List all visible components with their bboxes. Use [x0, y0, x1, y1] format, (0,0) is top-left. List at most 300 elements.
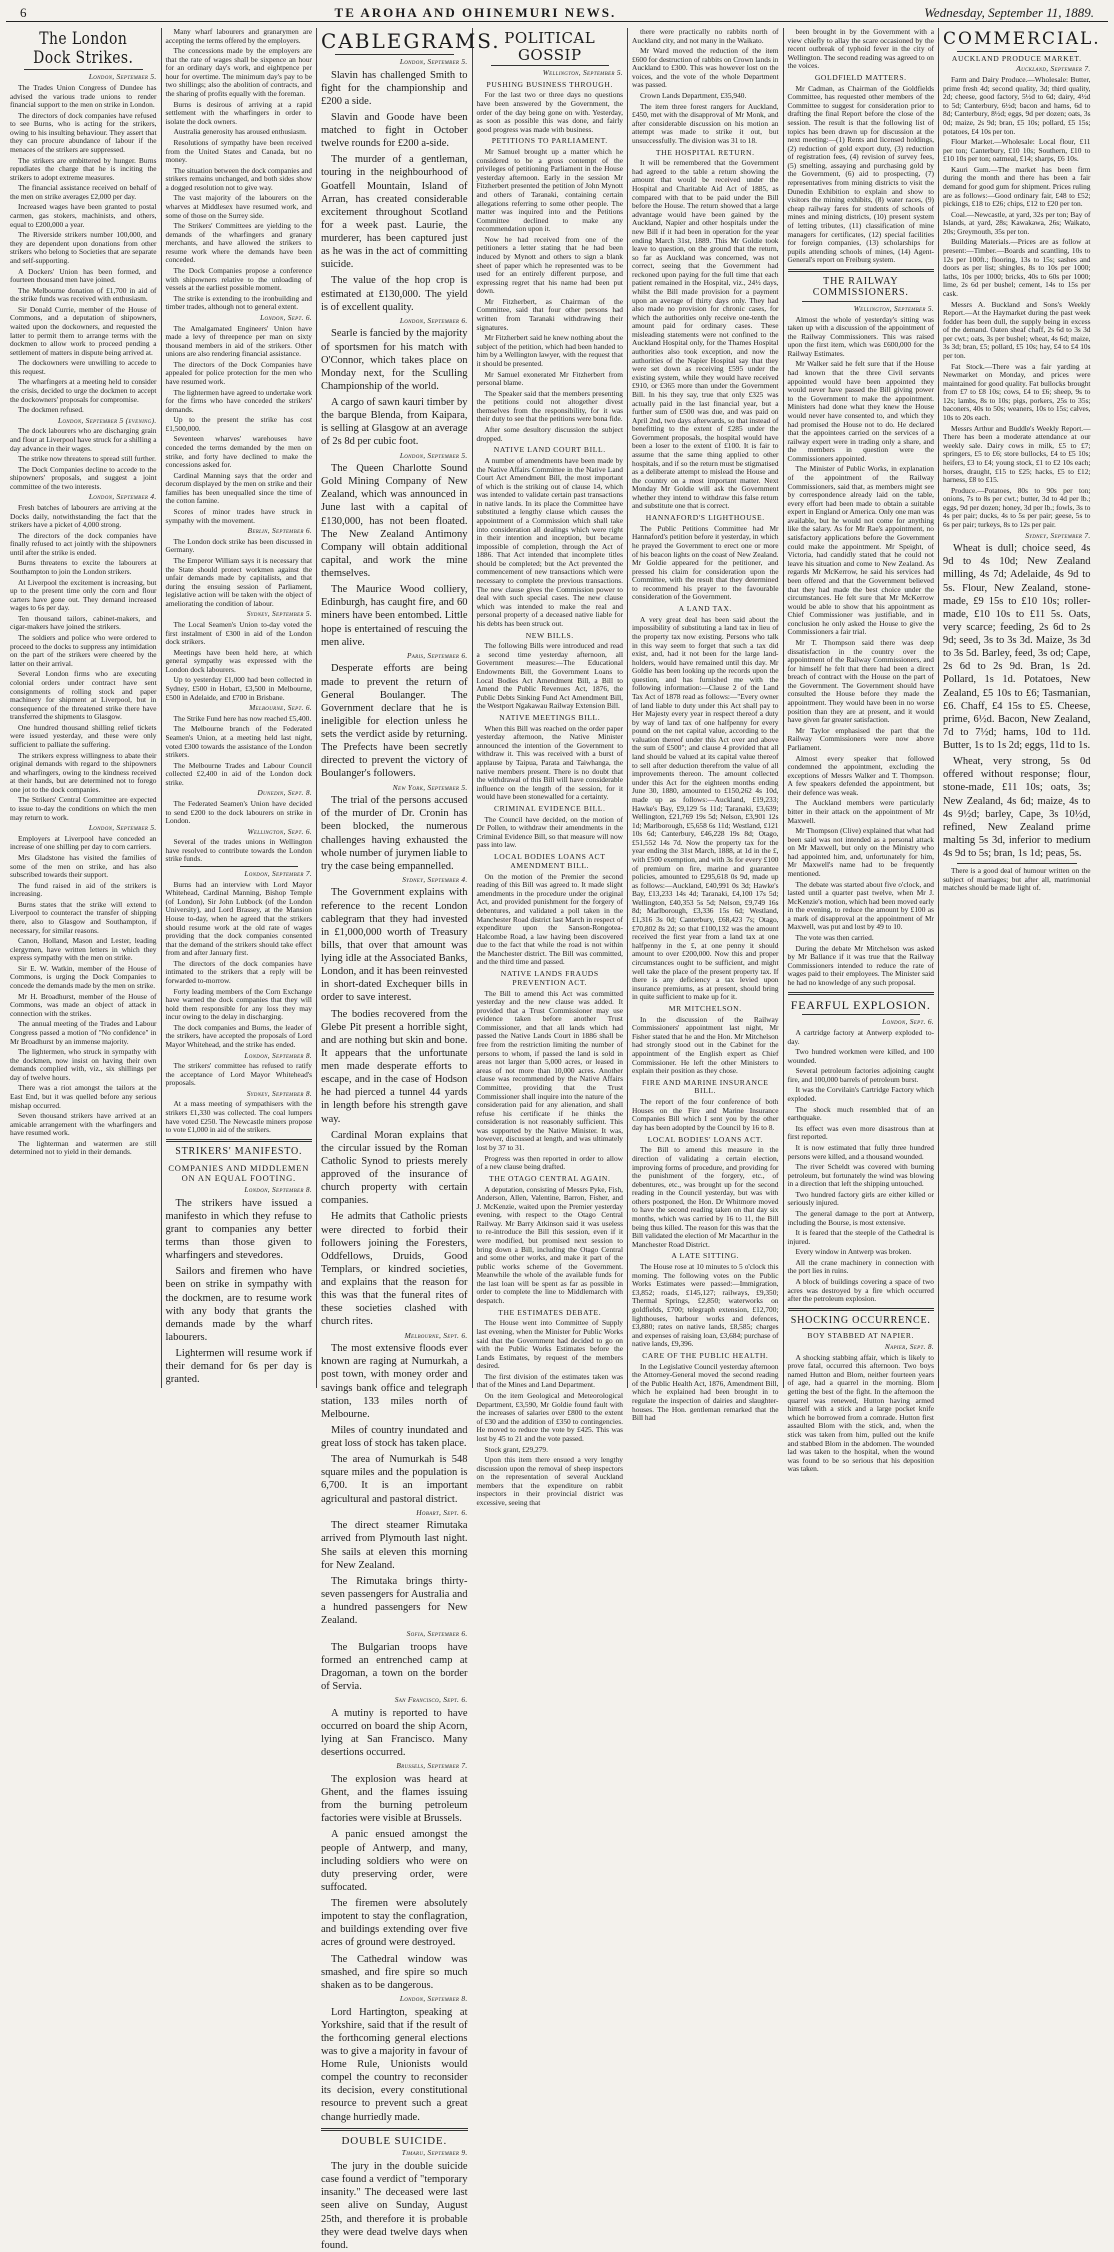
article-body — [166, 325, 313, 526]
paragraph: Wheat is dull; choice seed, 4s 9d to 4s 10d; New Zealand milling, 4s 7d; Adelaide, 4s 9d to 5s. Flour, New Zealand, stone-made, £9 15s to £10 10s; roller-made, £10 10s to £11 5s. Oats, very scarce; feeding, 2s 6d to 2s 9d; seed, 3s to 3s 3d. Maize, 3s 3d to 3s 5d. Barley, feed, 3s od; Cape, 2s 6d to 2s 9d. Bran, 1s 2d. Pollard, 1s 1d. Potatoes, New Zealand, £5 10s to £6; Tasmanian, £6. Chaff, £4 15s to £5. Cheese, prime, 6½d. Bacon, New Zealand, 7d to 7½d; hams, 10d to 11d. Butter, 1s to 1s 2d; eggs, 11d to 1s. — [943, 543, 1091, 751]
paragraph: The value of the hop crop is estimated at £130,000. The yield is of excellent quality. — [321, 275, 468, 313]
paragraph: The Dock Companies decline to accede to the shipowners' proposals, and suggest a joint committee of the two interests. — [10, 464, 157, 491]
article-body — [477, 1186, 624, 1306]
article-body — [477, 457, 624, 629]
paragraph: The Amalgamated Engineers' Union have made a levy of threepence per man on sixty thousand members in aid of the strikers. Other unions are also rendering financial assistance. — [165, 323, 312, 359]
dateline: New York, September 5. — [392, 782, 468, 792]
article-body — [477, 816, 624, 850]
divider — [180, 866, 299, 867]
columns — [6, 27, 1108, 2251]
paragraph: Mr T. Thompson said there was deep dissatisfaction in the country over the appointment of the Railway Commissioners, and for himself he felt that there had been a direct breach of contract with the House on the part of the Government. The Government should have consulted the House before they made the appointment. They would have been in no worse position than they are at present, and it would have given far greater satisfaction. — [787, 637, 934, 725]
paragraph: The Bill to amend this measure in the direction of validating a certain election, improving forms of procedure, and providing for the punishment of the forgery, etc., of debentures, etc., was brought up for the second reading in the Council yesterday, but was with others postponed, the Hon. Dr Whitmore moved to have the second reading taken on that day six months, which was carried by 16 to 11, the Bill being thus killed. The reason for this was that the Bill validated the election of Mr Macarthur in the Manchester Road District. — [632, 1145, 779, 1249]
article-body — [321, 462, 468, 649]
paragraph: The dockmen refused. — [18, 405, 84, 415]
divider — [335, 54, 454, 55]
article-body — [788, 1029, 935, 1304]
article-body — [321, 2006, 468, 2124]
paragraph: In the discussion of the Railway Commissioners' appointment last night, Mr Fisher stated that he and the Hon. Mr Mitchelson had strongly stood out in the Cabinet for the appointment of the English expert as Chief Commissioner. He left the other Ministers to explain their position as they chose. — [632, 1014, 779, 1076]
article-body — [166, 28, 313, 312]
paragraph: During the debate Mr Mitchelson was asked by Mr Ballance if it was true that the Railway Commissioners intended to reduce the rate of wages paid to their employees. The Minister said he had no knowledge of any such proposal. — [787, 943, 934, 987]
paragraph: Now he had received from one of the petitioners a letter stating that he had been induced by Mynott and others to sign a blank sheet of paper which he represented was to be used for an entirely different purpose, and expressing regret that his name had been put down. — [476, 234, 623, 296]
paragraph: Forty leading members of the Corn Exchange have warned the dock companies that they will hold them responsible for any loss they may incur owing to the delay in discharging. — [165, 986, 312, 1022]
paragraph: The Maurice Wood colliery, Edinburgh, has caught fire, and 60 miners have been entombed. Little hope is entertained of rescuing the men alive. — [321, 584, 468, 648]
paragraph: The direct steamer Rimutaka arrived from Plymouth last night. She sails at eleven this morning for New Zealand. — [321, 1520, 468, 1571]
subheading: A LAND TAX. — [678, 604, 732, 614]
dateline: London, September 8. — [244, 1050, 312, 1060]
paragraph: Burns had an interview with Lord Mayor Whitehead, Cardinal Manning, Bishop Temple (of London), Sir John Lubbock (of the London University), and Lord Brassey, at the Mansion House to-day, when he agreed that the strikers should resume work at the old rate of wages providing that the dock companies consented that the demand of the strikers should take effect from and after January first. — [165, 879, 312, 958]
dateline: Brussels, September 7. — [396, 1761, 468, 1771]
paragraph: Almost every speaker that followed condemned the appointment, excluding the exceptions of Messrs Walker and T. Thompson. A few speakers defended the appointment, but their defence was weak. — [787, 753, 934, 797]
paragraph: Canon, Holland, Mason and Lester, leading clergymen, have written letters in which they express sympathy with the men on strike. — [10, 936, 157, 963]
subheading: NATIVE MEETINGS BILL. — [499, 712, 601, 722]
article-body — [321, 662, 468, 780]
dateline: London, September 7. — [244, 869, 312, 879]
paragraph: Several London firms who are executing colonial orders under contract have sent consignments of rolling stock and paper machinery for shipment at Liverpool, but in consequence of the threatened strike there have transferred the shipments to Glasgow. — [10, 669, 157, 722]
article-body — [943, 76, 1091, 298]
paragraph: A shocking stabbing affair, which is likely to prove fatal, occurred this afternoon. Two boys named Hutton and Blom, neither fourteen years of age, had a quarrel in the morning. Blom getting the best of the fight. In the afternoon the quarrel was renewed, Hutton having armed himself with a stick and a large pocket knife which he borrowed from a comrade. Hutton first assaulted Blom with the stick, and, when the stick was taken from him, pulled out the knife and stabbed Blom in the abdomen. The wounded lad was taken to the hospital, when the wound was found to be so serious that his deposition was taken. — [787, 1352, 934, 1474]
paragraph: Produce.—Potatoes, 80s to 90s per ton; onions, 7s to 8s per cwt.; butter, 3d to 4d per lb.; eggs, 9d per dozen; honey, 3d per lb.; fowls, 3s to 4s per pair; ducks, 4s to 5s per pair; geese, 5s to 6s per pair; turkeys, 8s to 12s per pair. — [943, 485, 1091, 529]
paragraph: The directors of dock companies have refused to see Burns, who is acting for the strikers, owing to his insulting behaviour. They assert that they can procure abundance of labour if the menaces of the strikers are suppressed. — [10, 110, 157, 154]
divider — [788, 1308, 935, 1311]
paragraph: The debate was started about five o'clock, and lasted until a quarter past twelve, when Mr J. McKenzie's motion, which had been moved early in the evening, to reduce the amount by £100 as a mark of disapproval at the appointment of Mr Maxwell, was put and lost by 49 to 10. — [787, 879, 934, 932]
paragraph: The item three forest rangers for Auckland, £450, met with the disapproval of Mr Monk, and after considerable discussion on his motion an attempt was made to strike it out, but unsuccessfully. The division was 31 to 18. — [632, 101, 779, 145]
headline-commercial: COMMERCIAL. — [943, 29, 1101, 49]
paragraph: The fund raised in aid of the strikers is increasing. — [10, 880, 157, 899]
dateline: London, September 5. — [88, 72, 157, 82]
column-4 — [473, 28, 629, 1507]
paragraph: After some desultory discussion the subject dropped. — [476, 424, 623, 443]
article-body — [321, 794, 468, 873]
paragraph: Messrs A. Buckland and Sons's Weekly Report.—At the Haymarket during the past week fodder has been dull, the supply being in excess of the demand. Oaten sheaf chaff, 2s 6d to 3s 3d per cwt.; oats, 3s per bushel; wheat, 4s 6d; maize, 3s 3d; bran, £5; pollard, £5 10s; hay, £4 to £4 10s per ton. — [943, 299, 1091, 360]
paper-name: TE AROHA AND OHINEMURI NEWS. — [334, 5, 617, 20]
dateline: London, September 5 (evening). — [57, 415, 157, 425]
article-body — [477, 873, 624, 967]
paragraph: Stock grant, £29,279. — [484, 1444, 548, 1454]
paragraph: The annual meeting of the Trades and Labour Congress passed a motion of "No confidence" in Mr Broadhurst by an immense majority. — [10, 1019, 157, 1046]
article-body — [477, 990, 624, 1172]
paragraph: Cardinal Moran explains that the circular issued by the Roman Catholic Synod to priests merely approved of the insurance of church property with certain companies. — [321, 1129, 468, 1207]
paragraph: Upon this item there ensued a very lengthy discussion upon the removal of sheep inspectors on the representation of several Auckland members that the expenditure on rabbit inspectors in their provincial district was excessive, seeing that — [476, 1455, 623, 1507]
paragraph: The Minister of Public Works, in explanation of the appointment of the Railway Commissioners, said that, as members might see by correspondence already laid on the table, every effort had been made to obtain a suitable expert in England or America. Only one man was available, but he would not come for anything like the salary. As for Mr Rae's appointment, no satisfactory applications before the Government could make the appointment. Mr Speight, of Victoria, had candidly stated that he could not leave his situation and come to New Zealand. As regards Mr McKerrow, he said his services had been offered and that the Government believed that they had made the best choice under the circumstances. He felt sure that Mr McKerrow would be able to show that his appointment as Chief Commissioner was justifiable, and in conclusion he only asked the House to give the Commissioners a fair trial. — [787, 464, 934, 637]
paragraph: The situation between the dock companies and strikers remains unchanged, and both sides show a dogged resolution not to give way. — [165, 165, 312, 192]
paragraph: The Council have decided, on the motion of Dr Pollen, to withdraw their amendments in the Criminal Evidence Bill, so that measure will now pass into law. — [476, 814, 623, 850]
paragraph: Several petroleum factories adjoining caught fire, and 100,000 barrels of petroleum burst. — [787, 1066, 934, 1084]
dateline: Sydney, September 7. — [1025, 530, 1091, 540]
paragraph: The Federated Seamen's Union have decided to send £200 to the dock labourers on strike in London. — [165, 798, 312, 826]
subheading: LOCAL BODIES LOANS ACT AMENDMENT BILL. — [494, 852, 606, 870]
section-subheading: COMPANIES AND MIDDLEMEN ON AN EQUAL FOOTING. — [168, 1163, 310, 1184]
paragraph: It was the Corvilain's Cartridge Factory which exploded. — [787, 1085, 934, 1104]
dateline: Auckland, September 7. — [1016, 64, 1091, 74]
headline-political-gossip: POLITICAL GOSSIP — [504, 29, 596, 64]
subheading: PUSHING BUSINESS THROUGH. — [486, 79, 613, 89]
paragraph: Wheat, very strong, 5s 0d offered without response; flour, stone-made, £11 10s; oats, 3s; New Zealand, 4s 6d; maize, 4s to 4s 9½d; barley, Cape, 3s 10½d, refined, New Zealand prime malting 5s 3d, inferior to medium 4s 9d to 5s; bran, 1s 1d; peas, 5s. — [943, 756, 1091, 859]
divider — [788, 992, 935, 995]
divider — [321, 2128, 468, 2131]
paragraph: A panic ensued amongst the people of Antwerp, and many, including soldiers who were on duty preserving order, were suffocated. — [321, 1829, 468, 1893]
paragraph: The strikers' committee has refused to ratify the acceptance of Lord Mayor Whitehead's proposals. — [165, 1061, 312, 1088]
article-body — [321, 69, 468, 314]
paragraph: The financial assistance received on behalf of the men on strike averages £2,000 per day. — [10, 183, 157, 201]
article-body — [166, 1062, 313, 1088]
section-heading: FEARFUL EXPLOSION. — [790, 997, 931, 1012]
column-2 — [162, 28, 318, 1388]
masthead — [6, 0, 1108, 22]
column-5 — [628, 27, 784, 1423]
paragraph: A cartridge factory at Antwerp exploded to-day. — [787, 1028, 934, 1046]
article-body — [632, 28, 779, 146]
paragraph: The strikers express willingness to abate their original demands with regard to the shipowners and wharfingers, owing to the kindness received at their hands, but are determined not to forego one jot to the dock companies. — [10, 750, 157, 794]
paragraph: Mr H. Broadhurst, member of the House of Commons, was made an object of attack in connection with the strikes. — [10, 991, 157, 1018]
paragraph: The Government explains with reference to the recent London cablegram that they had invested in £1,000,000 worth of Treasury bills, that over that amount was lying idle at the Associated Banks, London, and it has been reinvested in short-dated Exchequer bills in order to save interest. — [321, 887, 468, 1004]
paragraph: Building Materials.—Prices are as follow at present:—Timber.—Boards and scantling, 10s to 12s per 100ft.; flooring, 13s to 15s; sashes and doors as per list; shingles, 8s to 10s per 1000; laths, 10s per 1000; bricks, 40s to 60s per 1000; lime, 2s 6d per bushel; cement, 14s to 15s per cask. — [943, 237, 1091, 298]
article-body — [477, 642, 624, 711]
section-heading: SHOCKING OCCURRENCE. — [790, 1314, 931, 1326]
paragraph: Burns is desirous of arriving at a rapid settlement with the wharfingers in order to isolate the dock owners. — [165, 99, 312, 126]
article-body — [166, 538, 313, 609]
subheading: BOY STABBED AT NAPIER. — [807, 1331, 915, 1341]
subheading: MR MITCHELSON. — [668, 1003, 742, 1013]
paragraph: Mr Ward moved the reduction of the item £600 for destruction of rabbits on Crown lands in Auckland to £300. This was however lost on the voices, and the vote of the whole Department was passed. — [632, 46, 779, 90]
article-body — [788, 85, 935, 265]
divider — [180, 1159, 299, 1160]
paragraph: The strike now threatens to spread still further. — [18, 454, 156, 464]
article-body — [632, 1146, 779, 1249]
dateline: Hobart, Sept. 6. — [416, 1507, 468, 1517]
paragraph: Almost the whole of yesterday's sitting was taken up with a discussion of the appointment of the Railway Commissioners. This was raised upon the first item, which was £600,000 for the Railway Estimates. — [787, 314, 934, 358]
column-7 — [939, 28, 1101, 1388]
paragraph: The Strikers' Committees are yielding to the demands of the wharfingers and granary merchants, and have allowed the strikers to resume work where the demands have been conceded. — [165, 221, 312, 265]
paragraph: There was a riot amongst the tailors at the East End, but it was quelled before any serious mishap occurred. — [10, 1083, 157, 1110]
subheading: PETITIONS TO PARLIAMENT. — [491, 136, 608, 146]
article-body — [632, 1098, 779, 1132]
paragraph: The explosion was heard at Ghent, and the flames issuing from the burning petroleum factories were visible at Brussels. — [321, 1773, 468, 1825]
paragraph: The Auckland members were particularly bitter in their attack on the appointment of Mr Maxwell. — [787, 798, 934, 825]
paragraph: The trial of the persons accused of the murder of Dr. Cronin has been blocked, the numerous challenges having exhausted the whole number of jurymen liable to try the case being empannelled. — [321, 795, 468, 872]
paragraph: The Trades Union Congress of Dundee has advised the various trade unions to render financial support to the men on strike in London. — [10, 82, 157, 110]
paragraph: The Strike Fund here has now reached £5,400. — [173, 713, 312, 723]
paragraph: Messrs Arthur and Buddle's Weekly Report.—There has been a moderate attendance at our weekly sale. Dairy cows in milk, £5 to £7; springers, £5 to £6; store bullocks, £4 to £5 10s; heifers, £3 to £4; young stock, £1 to £2 10s each; horses, draught, £15 to £25; hacks, £5 to £12; harness, £8 to £15. — [943, 423, 1091, 485]
paragraph: The House went into Committee of Supply last evening, when the Minister for Public Works said that the Government had decided to go on with the Public Works Estimates before the Lands Estimates, by request of the members desired. — [476, 1318, 623, 1371]
subheading: LOCAL BODIES' LOANS ACT. — [647, 1134, 763, 1144]
article-body — [321, 327, 468, 448]
paragraph: At a mass meeting of sympathisers with the strikers £1,330 was collected. The coal lumpers have voted £250. The Newcastle miners propose to vote £1,000 in aid of the strikers. — [165, 1099, 312, 1135]
paragraph: Sir E. W. Watkin, member of the House of Commons, is urging the Dock Companies to concede the demands made by the men on strike. — [10, 963, 157, 991]
paragraph: A deputation, consisting of Messrs Pyke, Fish, Anderson, Allen, Valentine, Barron, Fisher, and J. McKenzie, waited upon the Premier yesterday evening, with respect to the Otago Central Railway. Mr Barry Atkinson said it was useless to re-introduce the Bill this session, even if it were modified, but promised next session to bring down a Bill, including the Otago Central and some other works, and make it part of the public works scheme of the Government. Meanwhile the whole of the available funds for the last loan will be spent as far as possible in order to complete the line to Middlemarch with despatch. — [476, 1184, 623, 1306]
divider — [24, 69, 143, 70]
dateline: Wellington, September 5. — [853, 304, 934, 314]
article-body — [632, 616, 779, 1002]
footer-note: There is a good deal of humour written on the subject of marriages; but after all, matrimonial matches should be made light of. — [943, 866, 1091, 893]
paragraph: The strikers are embittered by hunger. Burns repudiates the charge that he is inciting the strikers to adopt extreme measures. — [10, 155, 157, 182]
paragraph: The Riverside strikers number 100,000, and they are dependent upon donations from other strikers who belong to Societies that are separate and self-supporting. — [10, 230, 157, 265]
paragraph: Mr Walker said he felt sure that if the House had known that the three Civil servants appointed would have been appointed they would never have passed the Bill giving power to the Government to make the appointment. Ministers had done what they knew the House would never have consented to, and which they had promised the House not to do. He declared that the appointees carried on the services of a railway expert were in trading only a share, and the members in question were the Commissioners appointed. — [787, 359, 934, 463]
subheading: HANNAFORD'S LIGHTHOUSE. — [645, 513, 765, 523]
paragraph: The directors of the Dock Companies have appealed for police protection for the men who have resumed work. — [165, 359, 312, 386]
paragraph: The concessions made by the employers are that the rate of wages shall be sixpence an hour for an ordinary day's work, and eightpence per hour for overtime. The minimum day's pay to be two shillings; also the abolition of contracts, and the sharing of profits equally with the foreman. — [165, 46, 312, 99]
paragraph: The House rose at 10 minutes to 5 o'clock this morning. The following votes on the Public Works Estimates were passed:—Immigration, £3,852; roads, £145,127; railways, £9,350; Thermal Springs, £2,850; waterworks on goldfields, £700; telegraph extension, £12,700; lighthouses, harbour works and defences, £3,880; rates on native lands, £8,585; charges and expenses of raising loan, £3,684; purchase of native lands, £9,396. — [632, 1262, 779, 1349]
page-number: 6 — [20, 5, 27, 20]
paragraph: Many wharf labourers and granarymen are accepting the terms offered by the employers. — [165, 27, 312, 45]
dateline: Sydney, September 5. — [246, 609, 312, 619]
subheading: NATIVE LANDS FRAUDS PREVENTION ACT. — [500, 968, 599, 987]
paragraph: Up to yesterday £1,000 had been collected in Sydney, £500 in Hobart, £3,500 in Melbourne, £500 in Adelaide, and £700 in Brisbane. — [165, 675, 312, 702]
divider — [957, 51, 1077, 52]
paragraph: The strike is extending to the ironbuilding and timber trades, although not to general extent. — [165, 293, 312, 312]
dateline: London, September 4. — [88, 492, 157, 502]
paragraph: there were practically no rabbits north of Auckland city, and not many in the Waikato. — [632, 27, 779, 45]
paragraph: The wharfingers at a meeting held to consider the crisis, decided to urge the dockmen to accept the dockowners' proposals for compromise. — [10, 377, 157, 404]
article-body — [788, 28, 935, 71]
dateline: Wellington, Sept. 6. — [247, 826, 312, 836]
paragraph: The lightermen have agreed to undertake work for the firms who have conceded the strikers' demands. — [165, 387, 312, 414]
dateline: Melbourne, Sept. 6. — [404, 1330, 468, 1340]
paragraph: A very great deal has been said about the impossibility of substituting a land tax in lieu of the property tax now existing. Persons who talk in this way seem to forget that such a tax did exist, and, had it not been for the large land-holders, would have remained until this day. Mr Goldie has been looking up the records upon the question, and has furnished me with the following information:—Clause 2 of the Land Tax Act of 1878 read as follows:—"Every owner of land liable to duty under this Act shall pay to Her Majesty every year in respect thereof a duty by way of land tax of one halfpenny for every pound on the net capital value, according to the valuation thereof under this Act over and above the sum of £500"; and clause 4 provided that all land should be valued at its capital value thereof to sell after deduction therefrom the value of all improvements thereon. The amount collected under this Act for the eighteen months ending June 30, 1880, amounted to £150,262 4s 10d, made up as follows:—Auckland, £19,233; Hawke's Bay, £9,129 5s 11d; Taranaki, £3,639; Wellington, £21,769 19s 5d; Nelson, £3,901 12s 1d; Marlborough, £5,658 6s 11d; Westland, £121 10s 6d; Canterbury, £46,228 19s 8d; Otago, £51,552 14s 7d. Now the property tax for the year ending the 31st March, 1888, at 1d in the £, with £500 exemption, and with 3s for every £100 of premium on fire, marine and guarantee policies, amounted to £295,618 0s 9d, made up as follows:—Auckland, £40,991 0s 3d; Hawke's Bay, £13,233 14s 4d; Taranaki, £4,100 17s 5d; Wellington, £40,353 5s 5d; Nelson, £9,749 16s 8d; Marlborough, £3,336 15s 6d; Westland, £1,316 3s 0d; Canterbury, £68,423 7s; Otago, £70,802 8s 2d; so that £100,132 was the amount received the first year from a land tax at one halfpenny in the £, at one penny it should amount to over £200,000. Now this and proper circumstances ought to be sufficient, and might well take the place of the present property tax. If there is any deficiency a tax levied upon insurance premiums, as at present, should bring in quite sufficient to make up for it. — [632, 614, 779, 1002]
article-body — [632, 159, 779, 511]
paragraph: The Melbourne Trades and Labour Council collected £2,400 in aid of the London dock strike. — [165, 760, 312, 787]
paragraph: Mr Thompson (Clive) explained that what had been said was not intended as a personal attack on Mr Maxwell, but only on the Ministry who had appointed him, and, unfortunately for him, Mr Maxwell's name had to be frequently mentioned. — [787, 826, 934, 879]
section-heading: STRIKERS' MANIFESTO. — [175, 1145, 303, 1157]
subheading: GOLDFIELD MATTERS. — [814, 72, 907, 82]
dateline: London, September 5. — [399, 450, 468, 460]
dateline: London, September 5. — [88, 823, 157, 833]
paragraph: Burns states that the strike will extend to Liverpool to counteract the transfer of shipping there, also to Glasgow and Southampton, if necessary, for similar reasons. — [10, 899, 157, 935]
paragraph: Miles of country inundated and great loss of stock has taken place. — [321, 1424, 468, 1450]
paragraph: The most extensive floods ever known are raging at Numurkah, a post town, with money order and savings bank office and telegraph station, 133 miles north of Melbourne. — [321, 1343, 468, 1420]
dateline: Dunedin, Sept. 8. — [257, 788, 312, 798]
paragraph: Slavin and Goode have been matched to fight in October twelve rounds for £200 a-side. — [321, 111, 468, 150]
paragraph: It will be remembered that the Government had agreed to the table a return showing the amount that would be received under the Hospital and Charitable Aid Act of 1885, as compared with that to be paid under the Bill before the House. The return showed that a large advantage would have been gained by the Auckland, Napier and other hospitals under the new Bill if it had been in operation for the year ending March 31st, 1889. This Mr Goldie took leave to question, on the ground that the return, so far as Auckland was concerned, was not correct, seeing that the Government had reckoned upon paying for the full time that each patient remained in the Hospital, viz., 24½ days, whilst the Bill made provision for a payment upon an average of thirty days only. They had also made no provision for chronic cases, for which the authorities only receive one-tenth the amount paid for ordinary cases. These misleading statements were not confined to the Auckland Hospital only, for the Thames Hospital authorities also took exception, and now the authorities of the Napier Hospital say that they were set down as receiving £595 under the existing system, while they would have received £910, or £365 more than under the Government Bill. In his they say, true that only £325 was actually paid in the last financial year, but a further sum of £500 was due, and was paid on April 2nd, two days afterwards, so that instead of benefitting to the extent of £285 under the Government proposals, the hospital would have been a loser to the extent of £100. It is fair to assume that the same thing applied to other hospitals, and if so the return must be stigmatised as a deliberate attempt to mislead the House and the country on a most important matter. Next Monday Mr Goldie will ask the Government whether they intend to withdraw this false return and substitute one that is correct. — [632, 158, 779, 511]
paragraph: The Dock Companies propose a conference with shipowners relative to the unloading of vessels at the earliest possible moment. — [165, 266, 312, 293]
paragraph: been brought in by the Government with a view chiefly to allay the scare occasioned by the recent outbreak of typhoid fever in the city of Wellington. The second reading was agreed to on the voices. — [787, 27, 934, 71]
paragraph: The murder of a gentleman, touring in the neighbourhood of Goatfell Mountain, Island of Arran, has created considerable excitement throughout Scotland for a week past. Laurie, the murderer, has been captured just as he was in the act of committing suicide. — [321, 154, 468, 271]
subheading: THE ESTIMATES DEBATE. — [498, 1307, 602, 1317]
paragraph: The dock labourers who are discharging grain and flour at Liverpool have struck for a shilling a day advance in their wages. — [10, 426, 157, 453]
paragraph: Mr Taylor emphasised the part that the Railway Commissioners were now above Parliament. — [787, 725, 934, 752]
paragraph: The lightermen, who struck in sympathy with the dockmen, now insist on having their own demands complied with, viz., six shillings per day of twelve hours. — [10, 1047, 157, 1082]
divider — [957, 863, 1077, 864]
paragraph: The Local Seamen's Union to-day voted the first instalment of £300 in aid of the London dock strikers. — [165, 620, 312, 647]
paragraph: Up to the present the strike has cost £1,500,000. — [165, 415, 312, 433]
dateline: London, Sept. 6. — [882, 1017, 934, 1027]
article-body — [166, 881, 313, 1050]
column-3 — [317, 28, 501, 2251]
paragraph: Scores of minor trades have struck in sympathy with the movement. — [165, 507, 312, 525]
paragraph: Australia generosity has aroused enthusiasm. — [173, 127, 307, 137]
paragraph: The Bill to amend this Act was committed yesterday and the new clause was added. It provided that a Trust Commissioner may use evidence taken before another Trust Commissioner, and that all lands which had passed the Native Lands Court in 1886 shall be free from the restriction limiting the number of persons to whom, if passed the land is sold in areas not larger than 5,000 acres, or leased in areas of not more than 10,000 acres. Another clause was recommended by the Native Affairs Committee, providing that the Trust Commissioner shall inquire into the nature of the consideration paid for any alienation, and shall refuse his certificate if he thinks the consideration is not reasonably sufficient. This was supported by the Native Minister. It was, however, discussed at length, and was ultimately lost by 37 to 31. — [476, 988, 623, 1152]
article-body — [10, 84, 157, 415]
paragraph: Sir Donald Currie, member of the House of Commons, and a deputation of shipowners, waited upon the dockowners, and requested the latter to permit them to arrange terms with the dockmen to allow work to proceed pending a settlement of matters in dispute being arrived at. — [10, 304, 157, 357]
paragraph: Cardinal Manning says that the order and decorum displayed by the men on strike and their families has been unequalled since the time of the cotton famine. — [165, 470, 312, 506]
paragraph: Mrs Gladstone has visited the families of some of the men on strike, and has also subscribed towards their support. — [10, 852, 157, 880]
article-body — [943, 301, 1091, 530]
article-body — [477, 1319, 624, 1507]
paragraph: The general damage to the port at Antwerp, including the Bourse, is most extensive. — [787, 1209, 934, 1227]
article-body — [632, 1263, 779, 1349]
article-body — [321, 1773, 468, 1992]
paragraph: A mutiny is reported to have occurred on board the ship Acorn, lying at San Francisco. Many desertions occurred. — [321, 1707, 468, 1759]
paragraph: The lighterman and watermen are still determined not to yield in their demands. — [10, 1138, 157, 1157]
subheading: AUCKLAND PRODUCE MARKET. — [951, 53, 1082, 63]
article-body — [943, 542, 1091, 860]
paragraph: Flour Market.—Wholesale: Local flour, £11 per ton; Canterbury, £10 10s; Southern, £10 to £10 10s per ton; oatmeal, £14; sharps, £6 10s. — [943, 137, 1091, 164]
article-body — [788, 316, 935, 988]
divider — [802, 1328, 921, 1329]
article-body — [166, 1197, 313, 1387]
paragraph: Two hundred workmen were killed, and 100 wounded. — [787, 1047, 934, 1065]
paragraph: The Speaker said that the members presenting the petitions could not altogether divest themselves from the responsibility, for it was their duty to see that the petitions were bona fide. — [476, 388, 623, 424]
paragraph: It is now estimated that fully three hundred persons were killed, and a thousand wounded. — [787, 1142, 934, 1161]
paragraph: Ten thousand tailors, cabinet-makers, and cigar-makers have joined the strikers. — [10, 613, 157, 632]
paragraph: The directors of the dock companies have finally refused to act jointly with the shipowners until after the strike is ended. — [10, 530, 157, 557]
paragraph: The Public Petitions Committee had Mr Hannaford's petition before it yesterday, in which he prayed the Government to erect one or more of his beacon lights on the coast of New Zealand. Mr Goldie appeared for the petitioner, and pressed his claim for consideration upon the Committee, with the result that they determined to recommend his prayer to the favourable consideration of the Government. — [632, 523, 779, 602]
paragraph: The Emperor William says it is necessary that the State should protect workmen against the unfair demands made by capitalists, and that during the ensuing session of Parliament, legislative action will be taken with the object of ameliorating the condition of labour. — [165, 555, 312, 608]
article-body — [788, 1354, 935, 1474]
article-body — [166, 621, 313, 702]
section-heading: DOUBLE SUICIDE. — [341, 2134, 447, 2147]
paragraph: Two hundred factory girls are either killed or seriously injured. — [787, 1189, 934, 1208]
paragraph: A cargo of sawn kauri timber by the barque Blenda, from Kaipara, is selling at Glasgow at an average of 2s 8d per cubic foot. — [321, 397, 468, 448]
subheading: THE HOSPITAL RETURN. — [655, 147, 755, 157]
paragraph: Progress was then reported in order to allow of a new clause being drafted. — [476, 1153, 623, 1172]
paragraph: The Rimutaka brings thirty-seven passengers for Australia and a hundred passengers for New Zealand. — [321, 1575, 468, 1627]
paragraph: At Liverpool the excitement is increasing, but up to the present time only the corn and flour carters have gone out. They demand increased wages to 6s per day. — [10, 577, 157, 613]
article-body — [166, 715, 313, 788]
paragraph: Crown Lands Department, £35,940. — [640, 91, 747, 101]
paragraph: The bodies recovered from the Glebe Pit present a horrible sight, and are nothing but skin and bone. It appears that the unfortunate men made desperate efforts to escape, and in the case of Hodson he had pierced a tunnel 44 yards in length before his strength gave way. — [321, 1008, 468, 1125]
divider — [166, 1139, 313, 1142]
paragraph: The dock companies and Burns, the leader of the strikers, have accepted the proposals of Lord Mayor Whitehead, and the strike has ended. — [165, 1022, 312, 1050]
paragraph: The Cathedral window was smashed, and fire spire so much shaken as to be dangerous. — [321, 1953, 468, 1991]
dateline: Sofia, September 6. — [406, 1629, 468, 1639]
paragraph: The report of the four conference of both Houses on the Fire and Marine Insurance Companies Bill which I sent you by the other day has been adopted by the Council by 16 to 8. — [632, 1097, 779, 1132]
column-1 — [6, 28, 162, 1388]
article-body — [166, 1100, 313, 1134]
paragraph: Every window in Antwerp was broken. — [795, 1247, 912, 1257]
article-body — [166, 838, 313, 864]
paragraph: The London dock strike has been discussed in Germany. — [165, 536, 312, 555]
paragraph: Seven thousand strikers have arrived at an amicable arrangement with the wharfingers and have resumed work. — [10, 1111, 157, 1138]
paragraph: The first division of the estimates taken was that of the Mines and Land Department. — [476, 1371, 623, 1390]
paragraph: The Bulgarian troops have formed an entrenched camp at Dragoman, a town on the border of Servia. — [321, 1641, 468, 1693]
paragraph: Slavin has challenged Smith to fight for the championship and £200 a side. — [321, 69, 468, 107]
divider — [802, 301, 921, 302]
paragraph: He admits that Catholic priests were directed to forbid their followers joining the Foresters, Oddfellows, Druids, Good Templars, or kindred societies, and explains that the reason for this was that the funeral rites of these societies clashed with church rites. — [321, 1211, 468, 1328]
paragraph: Kauri Gum.—The market has been firm during the month and there has been a fair demand for good gum for shipment. Prices ruling are as follows:—Good ordinary fair, £48 to £52; pickings, £18 to £26; chips, £12 to £20 per ton. — [943, 164, 1091, 209]
article-body — [477, 725, 624, 802]
subheading: NATIVE LAND COURT BILL. — [493, 445, 606, 455]
paragraph: Fat Stock.—There was a fair yarding at Newmarket on Monday, and prices were maintained for good quality. Fat bullocks brought from £7 to £8 10s; cows, £4 to £6; sheep, 9s to 12s; lambs, 8s to 10s; pigs, porkers, 25s to 35s; baconers, 40s to 50s; weaners, 10s to 15s; calves, 10s to 20s each. — [943, 361, 1091, 423]
paragraph: Seventeen wharves' warehouses have conceded the terms demanded by the men on strike, and forty have declined to make the concessions asked for. — [165, 434, 312, 470]
paragraph: The Melbourne branch of the Federated Seamen's Union, at a meeting held last night, voted £300 towards the assistance of the London strikers. — [165, 724, 312, 760]
subheading: THE OTAGO CENTRAL AGAIN. — [489, 1173, 611, 1183]
paragraph: Burns threatens to excite the labourers at Southampton to join the London strikers. — [10, 558, 157, 577]
paragraph: The area of Numurkah is 548 square miles and the population is 6,700. It is an important agricultural and pastoral district. — [321, 1454, 468, 1505]
divider — [491, 65, 610, 66]
dateline: London, September 5. — [399, 57, 468, 66]
paragraph: The directors of the dock companies have intimated to the strikers that a reply will be forwarded to-morrow. — [165, 958, 312, 985]
article-body — [477, 148, 624, 443]
article-body — [632, 1016, 779, 1076]
paragraph: It is feared that the steeple of the Cathedral is injured. — [787, 1228, 934, 1246]
paragraph: Sailors and firemen who have been on strike in sympathy with the dockmen, are to resume work with any body that grants the demands made by the wharf labourers. — [165, 1266, 312, 1343]
paragraph: A block of buildings covering a space of two acres was destroyed by a fire which occurred after the petroleum explosion. — [787, 1277, 934, 1304]
article-body — [477, 91, 624, 134]
paragraph: The river Scheldt was covered with burning petroleum, but fortunately the wind was blowing in a direction that left the shipping untouched. — [787, 1162, 934, 1189]
paragraph: Fresh batches of labourers are arriving at the Docks daily, notwithstanding the fact that the strikers have a picket of 4,000 strong. — [10, 502, 157, 530]
dateline: Sydney, September 8. — [246, 1088, 312, 1098]
paragraph: Meetings have been held here, at which general sympathy was expressed with the London dock labourers. — [165, 647, 312, 674]
paragraph: On the item Geological and Meteorological Department, £3,590, Mr Goldie found fault with the increases of salaries over £800 to the extent of £30 and the addition of £350 to contingencies. He moved to reduce the vote by £425. This was lost by 45 to 21 and the vote passed. — [476, 1391, 623, 1443]
section-heading: THE RAILWAY COMMISSIONERS. — [812, 275, 909, 299]
headline-cablegrams: CABLEGRAMS. — [321, 29, 501, 53]
paragraph: The soldiers and police who were ordered to proceed to the docks to suppress any intimidation on the part of the strikers were cheered by the latter on their arrival. — [10, 633, 157, 668]
article-body — [321, 1707, 468, 1760]
paragraph: Increased wages have been granted to postal carmen, gas stokers, machinists, and others, equal to £200,000 a year. — [10, 202, 157, 229]
paragraph: One hundred thousand shilling relief tickets were issued yesterday, and these were only sufficient to palliate the suffering. — [10, 722, 157, 749]
paragraph: All the crane machinery in connection with the port lies in ruins. — [787, 1257, 934, 1276]
paragraph: Mr Samuel brought up a matter which he considered to be a gross contempt of the privileges of petitioning Parliament in the House yesterday afternoon. Early in the session Mr Fitzherbert presented the petition of John Mynott and others of Taranaki, containing certain allegations referring to some other people. The matter was inquired into and the Petitions Committee declined to make any recommendation upon it. — [476, 147, 623, 234]
paragraph: The Queen Charlotte Sound Gold Mining Company of New Zealand, which was announced in June last with a capital of £130,000, has not been floated. The New Zealand Antimony Company will obtain additional capital, and work the mine themselves. — [321, 463, 468, 580]
dateline: London, September 6. — [399, 315, 468, 325]
paragraph: When this Bill was reached on the order paper yesterday afternoon, the Native Minister announced the intention of the Government to withdraw it. This was received with a burst of applause by Taipua, Parata and Taiwhanga, the native members present. There is no doubt that the withdrawal of this Bill will have considerable influence on the length of the session, for it would have been stonewalled for a certainty. — [476, 723, 623, 802]
paragraph: A number of amendments have been made by the Native Affairs Committee in the Native Land Court Act Amendment Bill, the most important of which is the striking out of clause 14, which was intended to validate certain past transactions in native lands. In its place the Committee have substituted a lengthy clause which causes the appointment of a Commission which shall take into consideration all dealings which were right in their intention and inception, but became impossible of completion, through the Act of 1886. That Act intended that incomplete titles should be completed; but the Act prevented the commencement of new transactions which were necessary to complete the previous transactions. The new clause gives the Commission power to deal with such special cases. The new clause which was intended to make the real and personal property of a deceased native liable for his debts has been struck out. — [476, 455, 623, 628]
column-6 — [784, 27, 940, 1474]
paragraph: Farm and Dairy Produce.—Wholesale: Butter, prime fresh 4d; second quality, 3d; third quality, 2d; cheese, good factory, 5½d to 6d; dairy, 4½d to 5d; Canterbury, 6½d; bacon and hams, 6d to 8d; Canterbury, 8½d; eggs, 9d per dozen; oats, 3s 0d; maize, 2s 9d; bran, £5 10s; pollard, £5 15s; potatoes, £4 10s per ton. — [943, 75, 1091, 136]
subheading: FIRE AND MARINE INSURANCE BILL. — [641, 1077, 769, 1096]
paragraph: Desperate efforts are being made to prevent the return of General Boulanger. The Government declare that he is ineligible for election unless he sets the verdict aside by returning. The Prefects have been secretly directed to prevent the victory of Boulanger's followers. — [321, 663, 468, 780]
subheading: A LATE SITTING. — [671, 1251, 740, 1261]
article-body — [10, 504, 157, 822]
paragraph: Lightermen will resume work if their demand for 6s per day is granted. — [165, 1348, 312, 1386]
dateline: Paris, September 6. — [406, 650, 468, 660]
subheading: CRIMINAL EVIDENCE BILL. — [493, 803, 606, 813]
article-body — [321, 2160, 468, 2252]
paragraph: On the motion of the Premier the second reading of this Bill was agreed to. It made slight amendments in the procedure under the original Act, and provided punishment for the forgery of debentures, and validated a poll taken in the Manchester Road district last March in respect of expenditure upon the Sanson-Rongotea-Halcombe Road, a law having been discovered due to the fact that while the road is not within the Manchester district. The Bill was committed, and the third time and passed. — [476, 871, 623, 967]
paragraph: The vote was then carried. — [795, 933, 874, 943]
headline-dock-strikes: The London Dock Strikes. — [33, 29, 134, 68]
dateline: London, September 8. — [244, 1185, 312, 1195]
article-body — [10, 835, 157, 1157]
paragraph: The Strikers' Central Committee are expected to issue to-day the conditions on which the men may return to work. — [10, 795, 157, 822]
article-body — [321, 886, 468, 1328]
dateline: London, September 8. — [399, 1993, 468, 2003]
paragraph: Mr Fitzherbert, as Chairman of the Committee, said that four other persons had written from Taranaki withdrawing their signatures. — [476, 296, 623, 332]
paragraph: Employers at Liverpool have conceded an increase of one shilling per day to corn carriers. — [10, 833, 157, 852]
article-body — [321, 1641, 468, 1694]
dateline: Sydney, September 4. — [402, 874, 468, 884]
paragraph: The Melbourne donation of £1,700 in aid of the strike funds was received with enthusiasm. — [10, 285, 157, 304]
divider — [802, 1014, 921, 1015]
paragraph: The dockowners were unwilling to accede to this request. — [10, 358, 157, 376]
issue-date: Wednesday, September 11, 1889. — [924, 5, 1094, 20]
article-body — [321, 1342, 468, 1506]
article-body — [10, 427, 157, 491]
paragraph: Several of the trades unions in Wellington have resolved to contribute towards the London strike funds. — [165, 837, 312, 864]
paragraph: Lord Hartington, speaking at Yorkshire, said that if the result of the forthcoming general elections was to give a majority in favour of Home Rule, Unionists would compel the country to reconsider its decision, every constitutional resource to prevent such a great change hurriedly made. — [321, 2006, 468, 2123]
paragraph: Mr Samuel exonerated Mr Fitzherbert from personal blame. — [476, 369, 623, 388]
paragraph: The firemen were absolutely impotent to stay the conflagration, and buildings extending over five acres of ground were destroyed. — [321, 1898, 468, 1949]
dateline: Berlin, September 6. — [247, 526, 312, 536]
dateline: Wellington, September 5. — [542, 68, 623, 77]
paragraph: In the Legislative Council yesterday afternoon the Attorney-General moved the second reading of the Public Health Act, 1876, Amendment Bill, which he explained had been brought in to regulate the inspection of dairies and slaughter-houses. The Hon. gentleman remarked that the Bill had — [632, 1361, 779, 1423]
article-body — [632, 525, 779, 602]
paragraph: Coal.—Newcastle, at yard, 32s per ton; Bay of Islands, at yard, 28s; Kawakawa, 26s; Waikato, 20s; Greymouth, 35s per ton. — [943, 209, 1091, 236]
dateline: San Francisco, Sept. 6. — [394, 1695, 468, 1705]
dateline: Timaru, September 9. — [401, 2148, 468, 2158]
paragraph: The strikers have issued a manifesto in which they refuse to grant to companies any better terms than those given to wharfingers and stevedores. — [165, 1197, 312, 1262]
divider — [788, 269, 935, 272]
